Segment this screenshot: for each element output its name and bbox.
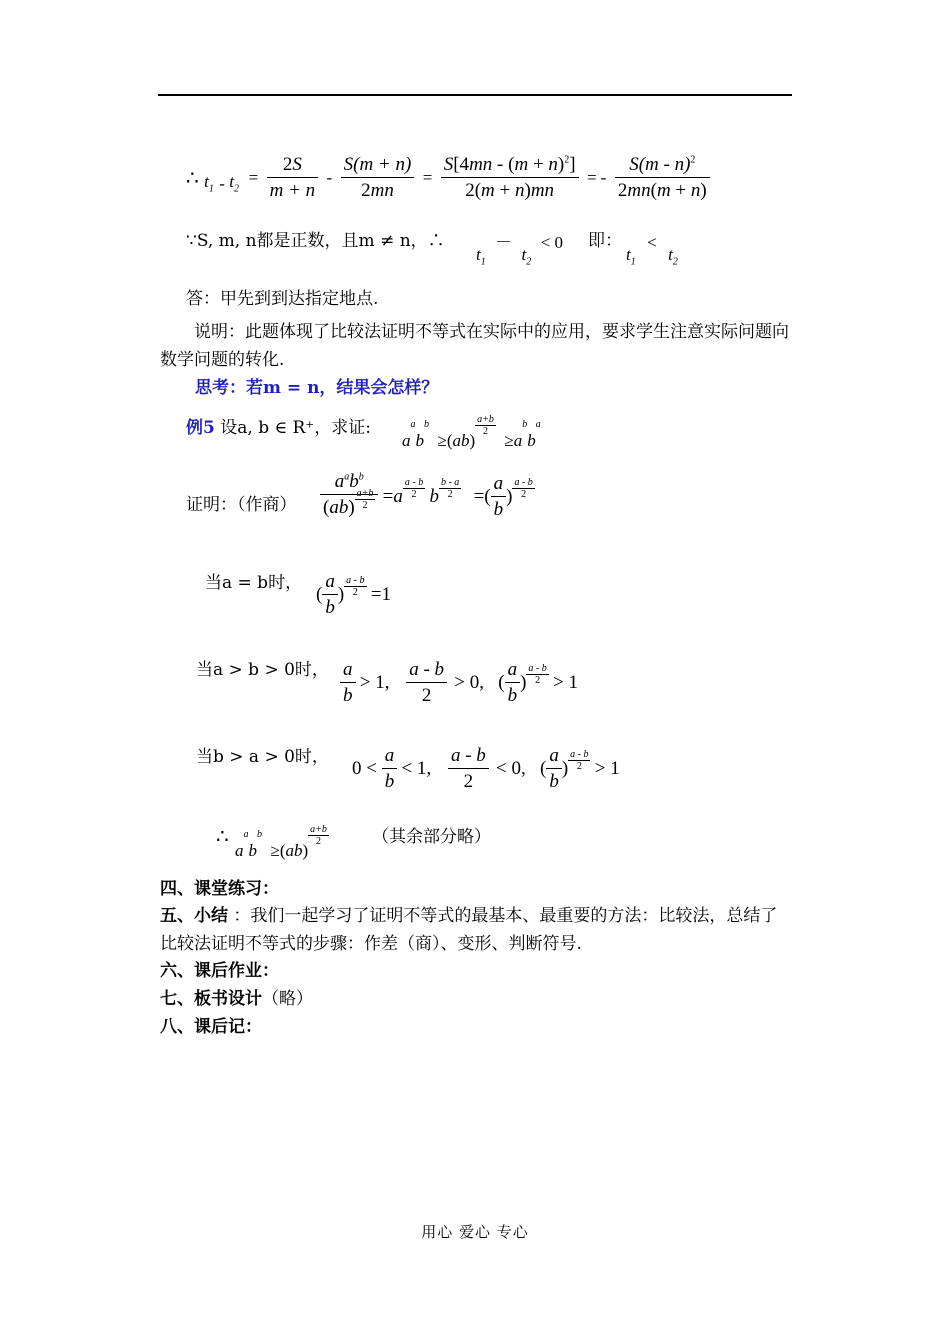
conclusion-note: （其余部分略） <box>372 827 491 847</box>
header-rule <box>158 94 792 96</box>
case-a-gt-b-label: 当a > b > 0时， <box>196 660 329 680</box>
section-6: 六、课后作业： <box>160 961 279 981</box>
case-a-eq-b-label: 当a = b时， <box>205 573 303 593</box>
section-8: 八、课后记： <box>160 1017 262 1037</box>
positivity-statement: ∵S, m, n都是正数，且m ≠ n，∴ <box>186 231 445 251</box>
note-paragraph: 说明：此题体现了比较法证明不等式在实际中的应用，要求学生注意实际问题向数学问题的转化. <box>160 322 789 370</box>
proof-quotient: $a^ab^b$ (ab) $\frac{a+b}{2}$ =a $\frac{a - b}{2}$ b $\frac{b - a}{2}$ =( $\frac{a}{b}$ ) $\frac{a - b}{2}$ <box>320 472 535 521</box>
case-a-eq-b-math: ( $\frac{a}{b}$ ) $\frac{a - b}{2}$ =1 <box>316 571 391 618</box>
think-question: 思考：若m = n，结果会怎样？ <box>195 378 439 398</box>
section-7: 七、板书设计（略） <box>160 989 313 1009</box>
page-footer: 用心 爱心 专心 <box>421 1223 529 1241</box>
case-b-gt-a-math: 0 < $\frac{a}{b}$ < 1, $\frac{a - b}{2}$ < 0, ( $\frac{a}{b}$ ) $\frac{a - b}{2}$ > 1 <box>352 745 620 792</box>
proof-label: 证明：（作商） <box>186 495 297 515</box>
t1-minus-t2-lt-0: $t_1 - t_2 < 0$ <box>476 233 564 268</box>
case-b-gt-a-label: 当b > a > 0时， <box>196 747 329 767</box>
t1-lt-t2: $t_1 < t_2$ <box>626 233 678 268</box>
conclusion-therefore: ∴ <box>216 824 229 848</box>
section-5: 五、小结 ：我们一起学习了证明不等式的最基本、最重要的方法：比较法，总结了比较法证明不等式的步骤：作差（商）、变形、判断符号. <box>160 906 778 954</box>
conclusion-math: aabb ≥(ab) $\frac{a+b}{2}$ <box>235 824 327 860</box>
ji-label: 即： <box>588 231 622 251</box>
case-a-gt-b-math: $\frac{a}{b}$ > 1, $\frac{a - b}{2}$ > 0, ( $\frac{a}{b}$ ) $\frac{a - b}{2}$ > 1 <box>340 660 578 705</box>
answer-line: 答：甲先到到达指定地点. <box>186 289 379 309</box>
equation-t1-t2: ∴ $t_1 - t_2$ = $\frac{2S}{m + n}$ - $\frac{S(m + n)}{2mn}$ = $\frac{S[4mn - (m + n)^2]}{2(m + n)mn}$ = - $\frac{S(m - n)^2}{2mn(m + n)}$ <box>186 155 713 200</box>
section-4: 四、课堂练习： <box>160 879 279 899</box>
example5-inequality: aabb ≥(ab) $\frac{a+b}{2}$ ≥abba <box>402 414 541 450</box>
example5-line: 例5 设a, b ∈ R⁺，求证: <box>186 418 371 438</box>
